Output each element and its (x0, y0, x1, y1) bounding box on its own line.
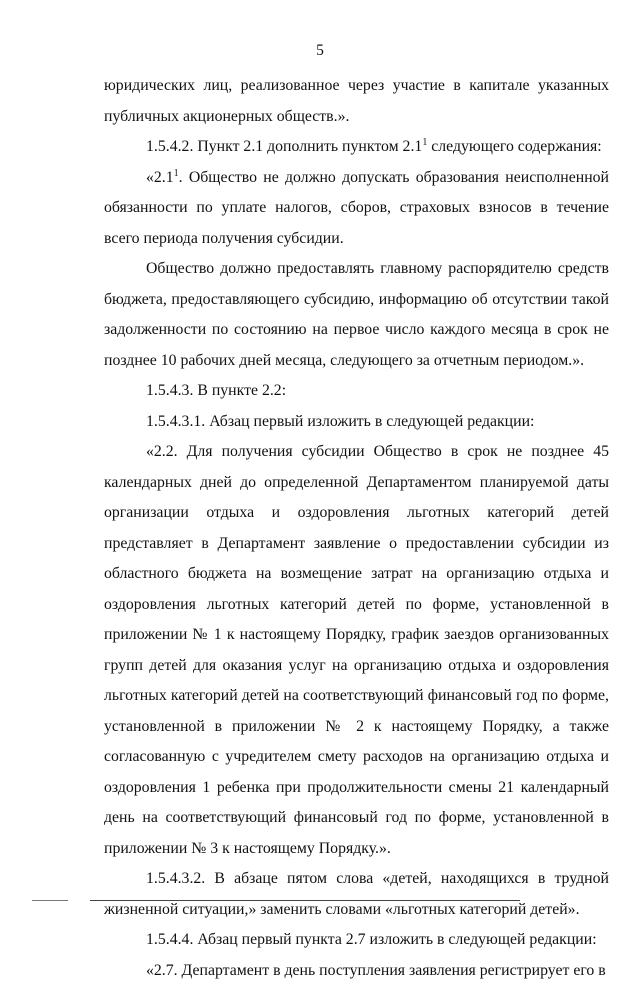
paragraph-quote-2-1-1 (104, 163, 609, 255)
superscript: 1 (174, 168, 179, 179)
paragraph-text: «2.1 (146, 169, 174, 186)
paragraph-obligation: Общество должно предоставлять главному распорядителю средств бюджета, предоставляющего субсидию, информацию об отсутствии такой задолженности по состоянию на первое число каждого месяца в срок не позднее 10 рабочих дней месяца, следующего за отчетным периодом.». (104, 254, 609, 376)
paragraph-1-5-4-3-2: 1.5.4.3.2. В абзаце пятом слова «детей, находящихся в трудной жизненной ситуации,» заменить словами «льготных категорий детей». (104, 864, 609, 925)
document-body (104, 71, 609, 986)
paragraph-quote-2-2: «2.2. Для получения субсидии Общество в срок не позднее 45 календарных дней до определенной Департаментом планируемой даты организации отдыха и оздоровления льготных категорий детей представляет в Департамент заявление о предоставлении субсидии из областного бюджета на возмещение затрат на организацию отдыха и оздоровления льготных категорий детей по форме, установленной в приложении № 1 к настоящему Порядку, график заездов организованных групп детей для оказания услуг на организацию отдыха и оздоровления льготных категорий детей на соответствующий финансовый год по форме, установленной в приложении № 2 к настоящему Порядку, а также согласованную с учредителем смету расходов на организацию отдыха и оздоровления 1 ребенка при продолжительности смены 21 календарный день на соответствующий финансовый год по форме, установленной в приложении № 3 к настоящему Порядку.». (104, 437, 609, 864)
page-number: 5 (0, 42, 640, 60)
superscript: 1 (422, 137, 427, 148)
paragraph-text: . Общество не должно допускать образования неисполненной обязанности по уплате налогов, сборов, страховых взносов в течение всего периода получения субсидии. (104, 169, 609, 247)
paragraph-quote-2-7: «2.7. Департамент в день поступления заявления регистрирует его в (104, 956, 609, 986)
footer-divider-left (32, 900, 68, 901)
paragraph-1-5-4-2 (104, 132, 609, 163)
paragraph-text: 1.5.4.2. Пункт 2.1 дополнить пунктом 2.1 (146, 138, 422, 155)
footer-divider (90, 900, 520, 901)
paragraph-1-5-4-3-1: 1.5.4.3.1. Абзац первый изложить в следующей редакции: (104, 407, 609, 438)
paragraph-1-5-4-3: 1.5.4.3. В пункте 2.2: (104, 376, 609, 407)
paragraph-text: следующего содержания: (427, 138, 601, 155)
paragraph-continuation: юридических лиц, реализованное через участие в капитале указанных публичных акционерных обществ.». (104, 71, 609, 132)
paragraph-1-5-4-4: 1.5.4.4. Абзац первый пункта 2.7 изложить в следующей редакции: (104, 925, 609, 956)
